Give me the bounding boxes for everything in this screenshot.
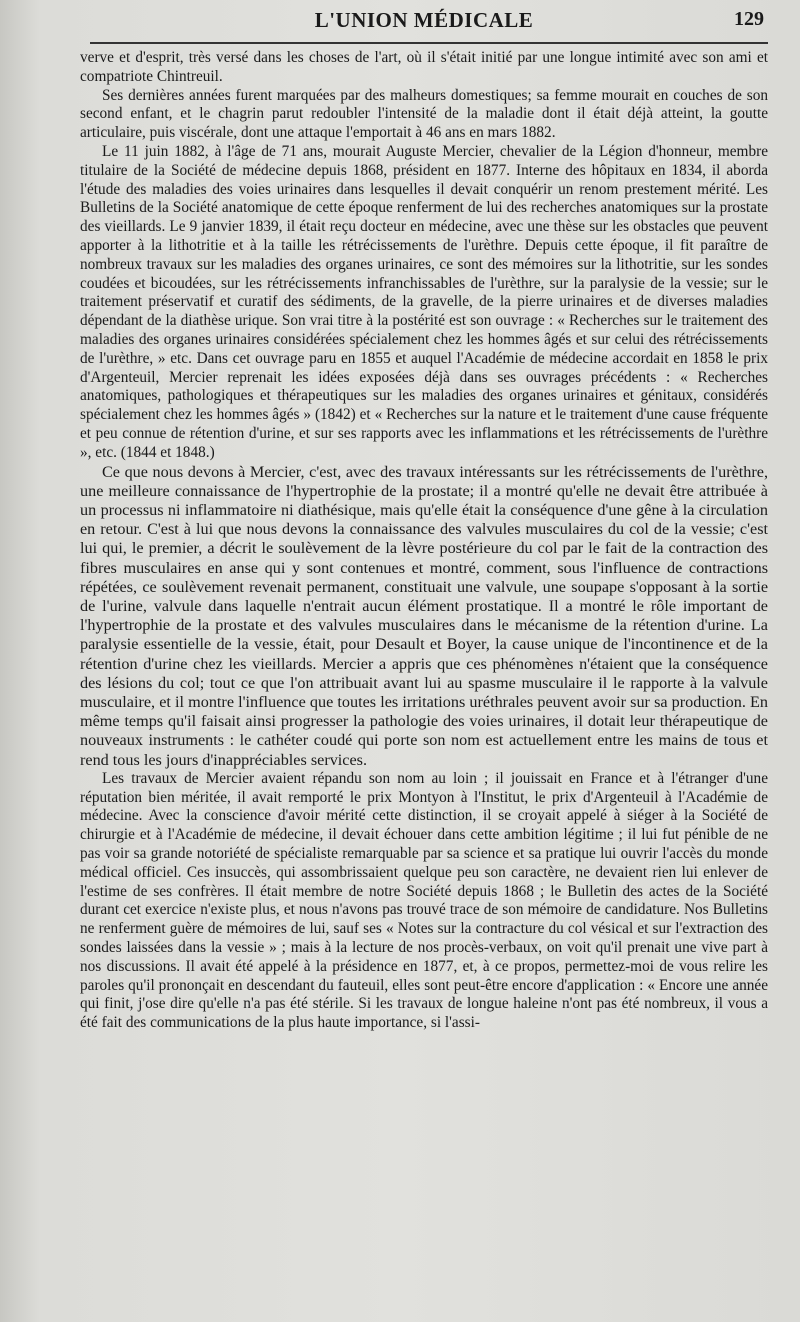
paragraph-5: Les travaux de Mercier avaient répandu son nom au loin ; il jouissait en France et à l'étranger d'une réputation bien méritée, il avait remporté le prix Montyon à l'Institut, le prix d'Argenteuil à l'Académie de médecine. Avec la conscience d'avoir mérité cette distinction, il se croyait appelé à siéger à la Société de chirurgie et à l'Académie de médecine, il devait échouer dans cette ambition légitime ; il lui fut pénible de ne pas voir sa grande notoriété de spécialiste remarquable par sa science et sa pratique lui ouvrir l'accès du monde médical officiel. Ces insuccès, qui assombrissaient quelque peu son caractère, ne devaient rien lui enlever de l'estime de ses confrères. Il était membre de notre Société depuis 1868 ; le Bulletin des actes de la Société durant cet exercice n'existe plus, et nous n'avons pas trouvé trace de son mémoire de candidature. Nos Bulletins ne renferment guère de mémoires de lui, sauf ses « Notes sur la contracture du col vésical et sur l'extraction des sondes laissées dans la vessie » ; mais à la lecture de nos procès-verbaux, on voit qu'il prenait une vive part à nos discussions. Il avait été appelé à la présidence en 1877, et, à ce propos, permettez-moi de vous relire les paroles qu'il prononçait en descendant du fauteuil, elles sont peut-être encore d'application : « Encore une année qui finit, j'ose dire qu'elle n'a pas été stérile. Si les travaux de longue haleine n'ont pas été nombreux, il vous a été fait des communications de la plus haute importance, si l'assi- — [80, 769, 768, 1032]
page-header — [80, 0, 768, 38]
paragraph-3: Le 11 juin 1882, à l'âge de 71 ans, mourait Auguste Mercier, chevalier de la Légion d'honneur, membre titulaire de la Société de médecine depuis 1868, président en 1877. Interne des hôpitaux en 1834, il aborda l'étude des maladies des voies urinaires dans lesquelles il devait conquérir un renom prestement mérité. Les Bulletins de la Société anatomique de cette époque renferment de lui des recherches anatomiques sur la prostate des vieillards. Le 9 janvier 1839, il était reçu docteur en médecine, avec une thèse sur les obstacles que peuvent apporter à la lithotritie et à la taille les rétrécissements de l'urèthre. Depuis cette époque, il fit paraître de nombreux travaux sur les maladies des organes urinaires, ce sont des mémoires sur la lithotritie, sur les sondes coudées et bicoudées, sur les rétrécissements infranchissables de l'urèthre, sur la paralysie de la vessie; sur le traitement préservatif et curatif des sédiments, de la gravelle, de la pierre urinaires et de diverses maladies dépendant de la diathèse urique. Son vrai titre à la postérité est son ouvrage : « Recherches sur le traitement des maladies des organes urinaires considérées spécialement chez les hommes âgés et sur celui des rétrécissements de l'urèthre, » etc. Dans cet ouvrage paru en 1855 et auquel l'Académie de médecine accordait en 1858 le prix d'Argenteuil, Mercier reprenait les idées exposées déjà dans ses ouvrages précédents : « Recherches anatomiques, pathologiques et thérapeutiques sur les maladies des organes urinaires et génitaux, considérés spécialement chez les hommes âgés » (1842) et « Recherches sur la nature et le traitement d'une cause fréquente et peu connue de rétention d'urine, et sur ses rapports avec les inflammations et les rétrécissements de l'urèthre », etc. (1844 et 1848.) — [80, 142, 768, 461]
article-body — [80, 49, 768, 1033]
paragraph-1: verve et d'esprit, très versé dans les choses de l'art, où il s'était initié par une longue intimité avec son ami et compatriote Chintreuil. — [80, 49, 768, 85]
running-title: L'UNION MÉDICALE — [314, 8, 534, 32]
paragraph-2: Ses dernières années furent marquées par des malheurs domestiques; sa femme mourait en couches de son second enfant, et le chagrin parut redoubler l'intensité de la maladie dont il était déjà atteint, la goutte articulaire, puis viscérale, dont une attaque l'emportait à 46 ans en mars 1882. — [80, 86, 768, 142]
header-rule — [90, 42, 768, 44]
page-number: 129 — [734, 8, 764, 30]
paragraph-4: Ce que nous devons à Mercier, c'est, avec des travaux intéressants sur les rétrécissements de l'urèthre, une meilleure connaissance de l'hypertrophie de la prostate; il a montré qu'elle ne devait être attribuée à un processus ni inflammatoire ni diathésique, mais qu'elle était la conséquence d'une gêne à la circulation en retour. C'est à lui que nous devons la connaissance des valvules musculaires du col de la vessie; c'est lui qui, le premier, a décrit le soulèvement de la lèvre postérieure du col par le fait de la contraction des fibres musculaires en anse qui y sont contenues et montré, comment, sous l'influence de contractions répétées, ce soulèvement revenait permanent, constituait une valvule, une soupape s'opposant à la sortie de l'urine, valvule dans laquelle n'entrait aucun élément prostatique. Il a montré le rôle important de l'hypertrophie de la prostate et des valvules musculaires dans le mécanisme de la rétention d'urine. La paralysie essentielle de la vessie, était, pour Desault et Boyer, la cause unique de l'incontinence et de la rétention d'urine chez les vieillards. Mercier a appris que ces phénomènes n'étaient que la conséquence des lésions du col; tout ce que l'on attribuait avant lui au spasme musculaire il le rapporte à la valvule musculaire, et il montre l'influence que toutes les irritations uréthrales peuvent avoir sur sa production. En même temps qu'il faisait ainsi progresser la pathologie des voies urinaires, il dotait leur thérapeutique de nouveaux instruments : le cathéter coudé qui porte son nom est actuellement entre les mains de tous et rend tous les jours d'inappréciables services. — [80, 462, 768, 769]
